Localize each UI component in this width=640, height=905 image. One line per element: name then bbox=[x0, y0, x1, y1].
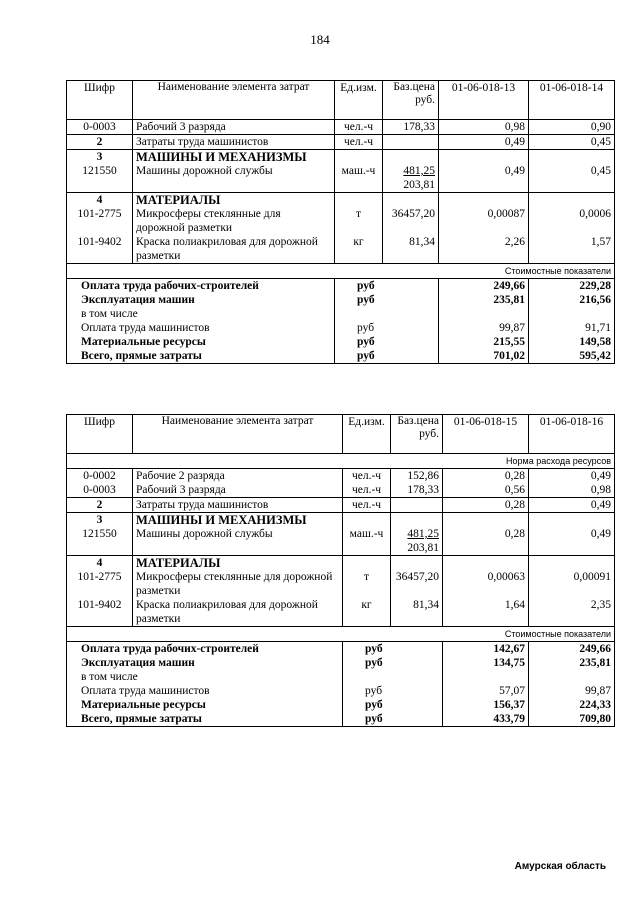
summary-value-2: 709,80 bbox=[529, 712, 615, 727]
row-price: 36457,20 bbox=[391, 570, 443, 598]
section-code: 3 bbox=[67, 150, 133, 165]
row-value-2: 0,49 bbox=[529, 498, 615, 513]
row-price-wage: 203,81 bbox=[407, 542, 439, 554]
row-unit: чел.-ч bbox=[343, 469, 391, 484]
norm-label: Норма расхода ресурсов bbox=[67, 454, 615, 469]
summary-row bbox=[67, 321, 615, 335]
row-name: Рабочий 3 разряда bbox=[133, 120, 335, 135]
row-price-wage: 203,81 bbox=[403, 179, 435, 191]
summary-unit: руб bbox=[343, 698, 443, 712]
summary-value-1: 215,55 bbox=[439, 335, 529, 349]
row-name: Затраты труда машинистов bbox=[133, 135, 335, 150]
row-price: 178,33 bbox=[391, 483, 443, 498]
summary-value-2: 216,56 bbox=[529, 293, 615, 307]
row-name: Микросферы стеклянные для дорожной разметки bbox=[133, 207, 335, 235]
row-code: 2 bbox=[67, 135, 133, 150]
summary-value-1: 134,75 bbox=[443, 656, 529, 670]
row-price-main: 481,25 bbox=[407, 528, 439, 540]
section-title: МАТЕРИАЛЫ bbox=[133, 193, 335, 208]
row-code: 101-2775 bbox=[67, 207, 133, 235]
cost-indicators-row bbox=[67, 264, 615, 279]
summary-value-1: 701,02 bbox=[439, 349, 529, 364]
summary-unit: руб bbox=[343, 642, 443, 657]
row-value-1: 0,98 bbox=[439, 120, 529, 135]
table-header-row bbox=[67, 415, 615, 454]
cost-indicators-row bbox=[67, 627, 615, 642]
summary-value-1: 156,37 bbox=[443, 698, 529, 712]
summary-row bbox=[67, 293, 615, 307]
row-name: Машины дорожной службы bbox=[133, 527, 343, 556]
row-value-1: 1,64 bbox=[443, 598, 529, 627]
section-title: МАШИНЫ И МЕХАНИЗМЫ bbox=[133, 150, 335, 165]
summary-unit: руб bbox=[343, 684, 443, 698]
table-row bbox=[67, 598, 615, 627]
summary-label: Материальные ресурсы bbox=[67, 698, 343, 712]
summary-row bbox=[67, 670, 615, 684]
summary-row bbox=[67, 698, 615, 712]
table-row bbox=[67, 135, 615, 150]
row-value-2: 0,00091 bbox=[529, 570, 615, 598]
summary-row bbox=[67, 642, 615, 657]
summary-value-2: 99,87 bbox=[529, 684, 615, 698]
row-value-1: 0,49 bbox=[439, 135, 529, 150]
row-price: 152,86 bbox=[391, 469, 443, 484]
summary-label: Всего, прямые затраты bbox=[67, 349, 335, 364]
row-unit: кг bbox=[343, 598, 391, 627]
summary-label: Эксплуатация машин bbox=[67, 656, 343, 670]
resource-table-2 bbox=[66, 414, 615, 727]
table-row bbox=[67, 164, 615, 193]
header-code-15: 01-06-018-15 bbox=[443, 415, 529, 454]
header-code-16: 01-06-018-16 bbox=[529, 415, 615, 454]
summary-row bbox=[67, 712, 615, 727]
summary-value-1: 433,79 bbox=[443, 712, 529, 727]
row-value-1: 2,26 bbox=[439, 235, 529, 264]
row-value-2: 0,0006 bbox=[529, 207, 615, 235]
summary-label: Всего, прямые затраты bbox=[67, 712, 343, 727]
row-unit: т bbox=[335, 207, 383, 235]
table-row bbox=[67, 235, 615, 264]
row-name: Затраты труда машинистов bbox=[133, 498, 343, 513]
summary-unit: руб bbox=[335, 335, 439, 349]
row-unit: чел.-ч bbox=[343, 483, 391, 498]
summary-value-1: 235,81 bbox=[439, 293, 529, 307]
section-title: МАТЕРИАЛЫ bbox=[133, 556, 343, 571]
header-code: Шифр bbox=[67, 415, 133, 454]
row-value-1: 0,56 bbox=[443, 483, 529, 498]
row-value-1: 0,00087 bbox=[439, 207, 529, 235]
resource-table-1 bbox=[66, 80, 615, 364]
summary-value-1: 249,66 bbox=[439, 279, 529, 294]
summary-row bbox=[67, 307, 615, 321]
row-unit: маш.-ч bbox=[335, 164, 383, 193]
section-row bbox=[67, 556, 615, 571]
table-row bbox=[67, 527, 615, 556]
row-value-1: 0,28 bbox=[443, 527, 529, 556]
table-row bbox=[67, 469, 615, 484]
summary-value-2: 224,33 bbox=[529, 698, 615, 712]
summary-value-1: 142,67 bbox=[443, 642, 529, 657]
table-row bbox=[67, 498, 615, 513]
row-unit: чел.-ч bbox=[343, 498, 391, 513]
footer-region: Амурская область bbox=[514, 861, 606, 872]
norm-row bbox=[67, 454, 615, 469]
row-code: 0-0003 bbox=[67, 483, 133, 498]
row-price bbox=[383, 164, 439, 193]
summary-label: Оплата труда машинистов bbox=[67, 684, 343, 698]
table-row bbox=[67, 120, 615, 135]
summary-label: в том числе bbox=[67, 307, 335, 321]
summary-value-2: 91,71 bbox=[529, 321, 615, 335]
row-name: Рабочий 3 разряда bbox=[133, 483, 343, 498]
row-name: Краска полиакриловая для дорожной разметки bbox=[133, 235, 335, 264]
summary-unit: руб bbox=[343, 656, 443, 670]
row-code: 121550 bbox=[67, 527, 133, 556]
cost-indicators-label: Стоимостные показатели bbox=[67, 627, 615, 642]
summary-unit: руб bbox=[335, 321, 439, 335]
row-value-2: 0,98 bbox=[529, 483, 615, 498]
summary-label: Оплата труда рабочих-строителей bbox=[67, 279, 335, 294]
summary-row bbox=[67, 656, 615, 670]
row-value-1: 0,00063 bbox=[443, 570, 529, 598]
row-code: 101-9402 bbox=[67, 235, 133, 264]
row-name: Микросферы стеклянные для дорожной разметки bbox=[133, 570, 343, 598]
row-name: Рабочие 2 разряда bbox=[133, 469, 343, 484]
row-price: 81,34 bbox=[383, 235, 439, 264]
row-unit: т bbox=[343, 570, 391, 598]
cost-indicators-label: Стоимостные показатели bbox=[67, 264, 615, 279]
summary-row bbox=[67, 279, 615, 294]
row-value-1: 0,49 bbox=[439, 164, 529, 193]
section-row bbox=[67, 193, 615, 208]
header-unit: Ед.изм. bbox=[335, 81, 383, 120]
row-price: 36457,20 bbox=[383, 207, 439, 235]
header-unit: Ед.изм. bbox=[343, 415, 391, 454]
row-unit: кг bbox=[335, 235, 383, 264]
row-value-2: 2,35 bbox=[529, 598, 615, 627]
row-code: 2 bbox=[67, 498, 133, 513]
row-code: 0-0003 bbox=[67, 120, 133, 135]
section-row bbox=[67, 513, 615, 528]
summary-label: Оплата труда рабочих-строителей bbox=[67, 642, 343, 657]
summary-value-2: 249,66 bbox=[529, 642, 615, 657]
section-code: 4 bbox=[67, 193, 133, 208]
table-header-row bbox=[67, 81, 615, 120]
summary-unit: руб bbox=[335, 293, 439, 307]
header-base-price: Баз.цена руб. bbox=[391, 415, 443, 454]
summary-value-2: 235,81 bbox=[529, 656, 615, 670]
row-code: 0-0002 bbox=[67, 469, 133, 484]
row-unit: маш.-ч bbox=[343, 527, 391, 556]
summary-label: Оплата труда машинистов bbox=[67, 321, 335, 335]
row-price-main: 481,25 bbox=[403, 165, 435, 177]
table-row bbox=[67, 570, 615, 598]
summary-row bbox=[67, 684, 615, 698]
row-price: 178,33 bbox=[383, 120, 439, 135]
section-code: 3 bbox=[67, 513, 133, 528]
page-number: 184 bbox=[310, 32, 330, 47]
row-value-2: 1,57 bbox=[529, 235, 615, 264]
row-value-2: 0,90 bbox=[529, 120, 615, 135]
header-name: Наименование элемента затрат bbox=[133, 81, 335, 120]
row-value-2: 0,49 bbox=[529, 527, 615, 556]
summary-row bbox=[67, 335, 615, 349]
summary-value-2: 229,28 bbox=[529, 279, 615, 294]
header-code-14: 01-06-018-14 bbox=[529, 81, 615, 120]
row-unit: чел.-ч bbox=[335, 135, 383, 150]
header-name: Наименование элемента затрат bbox=[133, 415, 343, 454]
row-value-2: 0,49 bbox=[529, 469, 615, 484]
row-code: 121550 bbox=[67, 164, 133, 193]
summary-unit: руб bbox=[335, 349, 439, 364]
summary-row bbox=[67, 349, 615, 364]
summary-value-1: 57,07 bbox=[443, 684, 529, 698]
header-code: Шифр bbox=[67, 81, 133, 120]
table-row bbox=[67, 207, 615, 235]
row-code: 101-9402 bbox=[67, 598, 133, 627]
summary-value-1: 99,87 bbox=[439, 321, 529, 335]
row-name: Машины дорожной службы bbox=[133, 164, 335, 193]
section-title: МАШИНЫ И МЕХАНИЗМЫ bbox=[133, 513, 343, 528]
summary-label: Эксплуатация машин bbox=[67, 293, 335, 307]
row-code: 101-2775 bbox=[67, 570, 133, 598]
summary-value-2: 595,42 bbox=[529, 349, 615, 364]
section-row bbox=[67, 150, 615, 165]
summary-label: в том числе bbox=[67, 670, 343, 684]
row-price bbox=[391, 527, 443, 556]
header-base-price: Баз.цена руб. bbox=[383, 81, 439, 120]
row-unit: чел.-ч bbox=[335, 120, 383, 135]
summary-unit: руб bbox=[335, 279, 439, 294]
row-value-1: 0,28 bbox=[443, 498, 529, 513]
header-code-13: 01-06-018-13 bbox=[439, 81, 529, 120]
row-value-1: 0,28 bbox=[443, 469, 529, 484]
row-value-2: 0,45 bbox=[529, 164, 615, 193]
summary-label: Материальные ресурсы bbox=[67, 335, 335, 349]
section-code: 4 bbox=[67, 556, 133, 571]
summary-unit: руб bbox=[343, 712, 443, 727]
table-row bbox=[67, 483, 615, 498]
summary-value-2: 149,58 bbox=[529, 335, 615, 349]
row-price: 81,34 bbox=[391, 598, 443, 627]
row-value-2: 0,45 bbox=[529, 135, 615, 150]
row-name: Краска полиакриловая для дорожной разметки bbox=[133, 598, 343, 627]
